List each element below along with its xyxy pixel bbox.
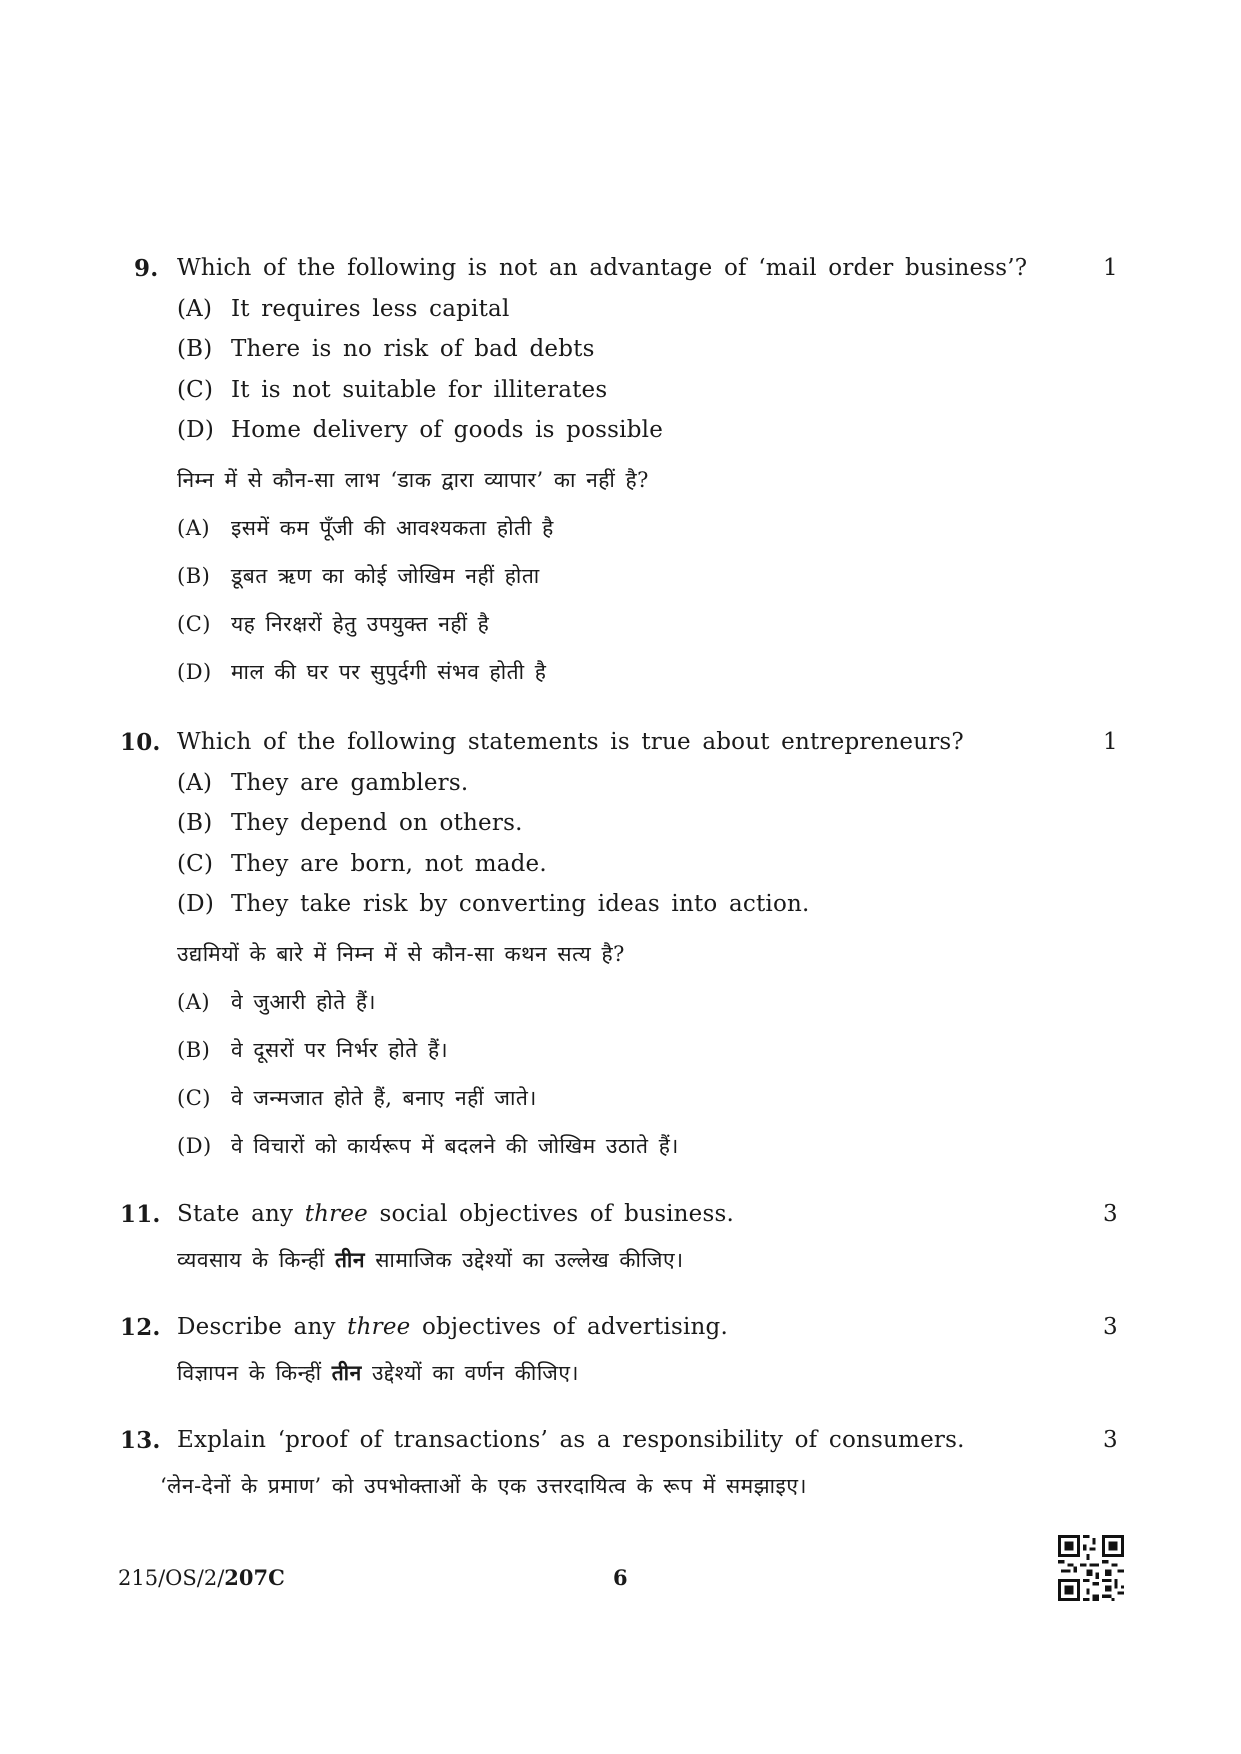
hindi-option-d xyxy=(177,662,546,683)
hindi-question-text xyxy=(177,1362,579,1384)
marks: 1 xyxy=(1103,729,1118,755)
option-label: (A) xyxy=(177,516,211,540)
question-number: 9. xyxy=(134,255,159,282)
option-label: (C) xyxy=(177,377,214,403)
question-text-emphasis: three xyxy=(347,1314,411,1340)
option-text: Home delivery of goods is possible xyxy=(231,417,664,443)
question-text: Which of the following statements is true about entrepreneurs? xyxy=(177,729,964,755)
option-b xyxy=(177,338,595,361)
option-text: There is no risk of bad debts xyxy=(231,336,595,362)
question-text-part: social objectives of business. xyxy=(368,1201,734,1227)
option-a xyxy=(177,298,510,321)
question-text-part: व्यवसाय के किन्हीं xyxy=(177,1248,335,1272)
hindi-option-a xyxy=(177,992,376,1013)
option-label: (C) xyxy=(177,851,214,877)
question-text-part: Describe any xyxy=(177,1314,348,1340)
hindi-question-text: निम्न में से कौन-सा लाभ ‘डाक द्वारा व्यापार’ का नहीं है? xyxy=(177,468,649,492)
option-label: (C) xyxy=(177,612,211,636)
option-text: They depend on others. xyxy=(231,810,523,836)
option-text: इसमें कम पूँजी की आवश्यकता होती है xyxy=(231,516,554,540)
option-c xyxy=(177,853,547,876)
page-number: 6 xyxy=(613,1565,628,1590)
question-text-part: विज्ञापन के किन्हीं xyxy=(177,1361,332,1385)
option-label: (D) xyxy=(177,660,212,684)
question-text: Which of the following is not an advantage of ‘mail order business’? xyxy=(177,255,1028,281)
question-number: 13. xyxy=(120,1427,161,1454)
hindi-question-text: ‘लेन-देनों के प्रमाण’ को उपभोक्ताओं के एक उत्तरदायित्व के रूप में समझाइए। xyxy=(160,1474,807,1498)
option-text: माल की घर पर सुपुर्दगी संभव होती है xyxy=(231,660,547,684)
question-number: 12. xyxy=(120,1314,161,1341)
question-text-bold: तीन xyxy=(334,1247,366,1272)
hindi-question-text: उद्यमियों के बारे में निम्न में से कौन-सा कथन सत्य है? xyxy=(177,942,625,966)
question-text-part: सामाजिक उद्देश्यों का उल्लेख कीजिए। xyxy=(365,1248,684,1272)
paper-code-suffix: 207C xyxy=(224,1565,285,1590)
question-text-part: State any xyxy=(177,1201,305,1227)
option-label: (D) xyxy=(177,417,214,443)
option-text: वे विचारों को कार्यरूप में बदलने की जोखिम उठाते हैं। xyxy=(231,1134,679,1158)
option-d xyxy=(177,893,810,916)
hindi-option-c xyxy=(177,614,489,635)
question-text xyxy=(177,1203,734,1226)
marks: 3 xyxy=(1103,1201,1118,1227)
hindi-option-c xyxy=(177,1088,537,1109)
question-text: Explain ‘proof of transactions’ as a responsibility of consumers. xyxy=(177,1427,965,1453)
option-text: They take risk by converting ideas into action. xyxy=(231,891,810,917)
hindi-option-b xyxy=(177,1040,448,1061)
marks: 3 xyxy=(1103,1314,1118,1340)
option-text: वे जुआरी होते हैं। xyxy=(231,990,376,1014)
question-text-emphasis: three xyxy=(304,1201,368,1227)
question-text-part: उद्देश्यों का वर्णन कीजिए। xyxy=(361,1361,579,1385)
question-text xyxy=(177,1316,728,1339)
hindi-option-d xyxy=(177,1136,679,1157)
option-label: (B) xyxy=(177,564,211,588)
option-label: (D) xyxy=(177,891,214,917)
hindi-option-b xyxy=(177,566,540,587)
option-label: (A) xyxy=(177,990,211,1014)
option-label: (A) xyxy=(177,296,213,322)
option-text: यह निरक्षरों हेतु उपयुक्त नहीं है xyxy=(231,612,490,636)
paper-code xyxy=(118,1567,285,1589)
option-c xyxy=(177,379,607,402)
qr-code-icon xyxy=(1058,1535,1124,1601)
option-text: वे दूसरों पर निर्भर होते हैं। xyxy=(231,1038,449,1062)
option-text: डूबत ऋण का कोई जोखिम नहीं होता xyxy=(231,564,540,588)
marks: 3 xyxy=(1103,1427,1118,1453)
question-number: 11. xyxy=(120,1201,161,1228)
hindi-question-text xyxy=(177,1249,684,1271)
option-text: It requires less capital xyxy=(231,296,510,322)
paper-code-prefix: 215/OS/2/ xyxy=(118,1566,225,1590)
question-text-bold: तीन xyxy=(331,1360,362,1385)
option-label: (B) xyxy=(177,336,213,362)
option-text: They are born, not made. xyxy=(231,851,547,877)
option-label: (A) xyxy=(177,770,213,796)
option-text: They are gamblers. xyxy=(231,770,469,796)
option-text: वे जन्मजात होते हैं, बनाए नहीं जाते। xyxy=(231,1086,537,1110)
option-a xyxy=(177,772,468,795)
option-d xyxy=(177,419,663,442)
marks: 1 xyxy=(1103,255,1118,281)
hindi-option-a xyxy=(177,518,554,539)
question-number: 10. xyxy=(120,729,161,756)
question-text-part: objectives of advertising. xyxy=(410,1314,728,1340)
option-label: (C) xyxy=(177,1086,211,1110)
option-label: (D) xyxy=(177,1134,212,1158)
option-label: (B) xyxy=(177,810,213,836)
option-label: (B) xyxy=(177,1038,211,1062)
option-b xyxy=(177,812,523,835)
option-text: It is not suitable for illiterates xyxy=(231,377,608,403)
